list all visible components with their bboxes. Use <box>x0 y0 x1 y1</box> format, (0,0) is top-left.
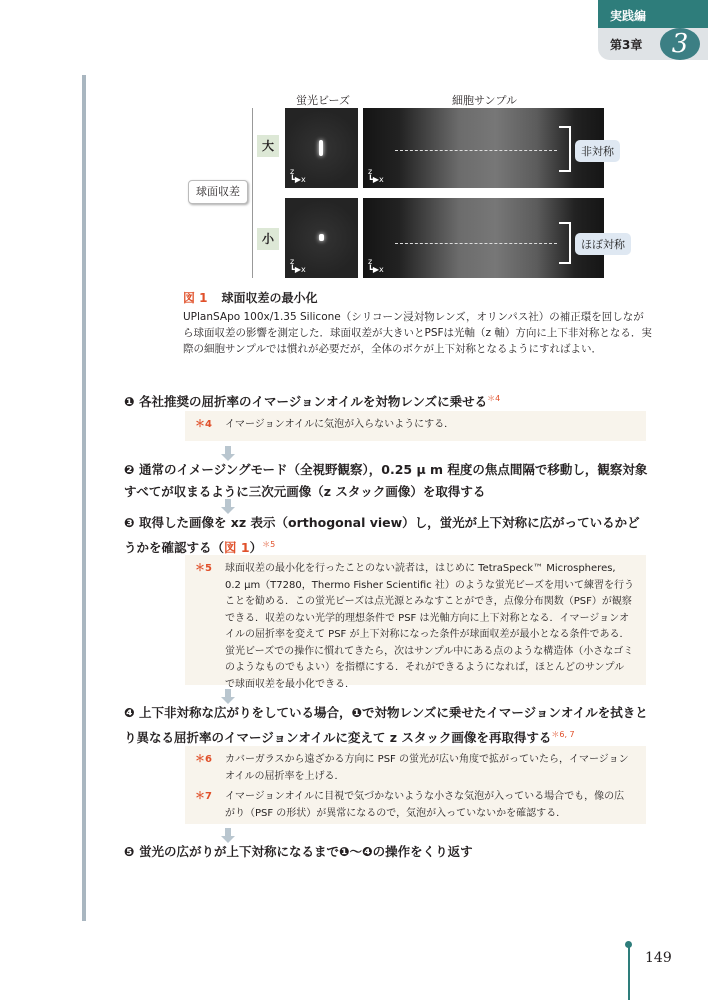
row-label-spherical: 球面収差 <box>188 180 248 204</box>
bead-image-small: z ┗▶x <box>285 198 358 278</box>
divider <box>252 108 253 278</box>
cell-image-large: z ┗▶x <box>363 108 604 188</box>
page-number: 149 <box>645 950 672 966</box>
step-4: ❹ 上下非対称な広がりをしている場合，❶で対物レンズに乗せたイマージョンオイルを拭きとり異なる屈折率のイマージョンオイルに変えて z スタック画像を再取得する$^{*6, 7}$ <box>124 705 648 746</box>
page-marker-dot <box>625 941 632 948</box>
page-marker-line <box>628 945 630 1000</box>
label-small: 小 <box>257 228 279 250</box>
margin-bar <box>82 75 86 921</box>
note-5: ＊5 球面収差の最小化を行ったことのない読者は，はじめに TetraSpeck™ Microspheres, 0.2 μm（T7280，Thermo Fisher Scientific 社）のような蛍光ビーズを用いて練習を行うことを勧める．この蛍光ビーズは点光源とみなすことができ，点像分布関数（PSF）が観察できる．収差のない光学的理想条件で PSF は光軸方向に上下対称となる．イマージョンオイルの屈折率を変えて PSF が上下対称になった条件が球面収差が最小となる条件である．蛍光ビーズでの操作に慣れてきたら，次はサンプル中にある点のような構造体（小さなゴミのようなものでもよい）を指標にする．それができるようになれば，ほとんどのサンプルで球面収差を最小化できる． <box>185 555 646 685</box>
callout-symmetric: ほぼ対称 <box>575 233 631 255</box>
callout-asymmetric: 非対称 <box>575 140 620 162</box>
chapter-number: 3 <box>660 28 700 60</box>
figure-title: 球面収差の最小化 <box>221 291 318 305</box>
col-header-beads: 蛍光ビーズ <box>296 94 351 107</box>
figure-number: 図 1 <box>183 291 208 305</box>
step-5: ❺ 蛍光の広がりが上下対称になるまで❶〜❹の操作をくり返す <box>124 844 473 859</box>
step-3: ❸ 取得した画像を xz 表示（orthogonal view）し，蛍光が上下対称に広がっているかどうかを確認する（図 1）$^{*5}$ <box>124 515 640 556</box>
section-tab: 実践編 <box>598 0 708 28</box>
step-2: ❷ 通常のイメージングモード（全視野観察），0.25 μ m 程度の焦点間隔で移動し，観察対象すべてが収まるように三次元画像（z スタック画像）を取得する <box>124 462 648 499</box>
figure-description: UPlanSApo 100x/1.35 Silicone（シリコーン浸対物レンズ，オリンパス社）の補正環を回しながら球面収差の影響を測定した．球面収差が大きいとPSFは光軸（z 軸）方向に上下非対称となる．実際の細胞サンプルでは慣れが必要だが，全体のボケが上下対称となるようにすればよい． <box>183 311 652 355</box>
figure-link[interactable]: 図 1 <box>224 540 250 556</box>
figure-caption <box>183 289 653 357</box>
bead-image-large: z ┗▶x <box>285 108 358 188</box>
label-large: 大 <box>257 135 279 157</box>
chapter-label: 第3章 <box>598 28 708 60</box>
note-6-7: ＊6 カバーガラスから遠ざかる方向に PSF の蛍光が広い角度で拡がっていたら，イマージョンオイルの屈折率を上げる． ＊7 イマージョンオイルに目視で気づかないような小さな気泡が入っている場合でも，像の広がり（PSF の形状）が異常になるので，気泡が入っていないかを確認する． <box>185 746 646 824</box>
col-header-cells: 細胞サンプル <box>452 94 518 107</box>
step-1: ❶ 各社推奨の屈折率のイマージョンオイルを対物レンズに乗せる$^{*4}$ <box>124 394 501 410</box>
cell-image-small: z ┗▶x <box>363 198 604 278</box>
note-4: ＊4 イマージョンオイルに気泡が入らないようにする． <box>185 411 646 441</box>
